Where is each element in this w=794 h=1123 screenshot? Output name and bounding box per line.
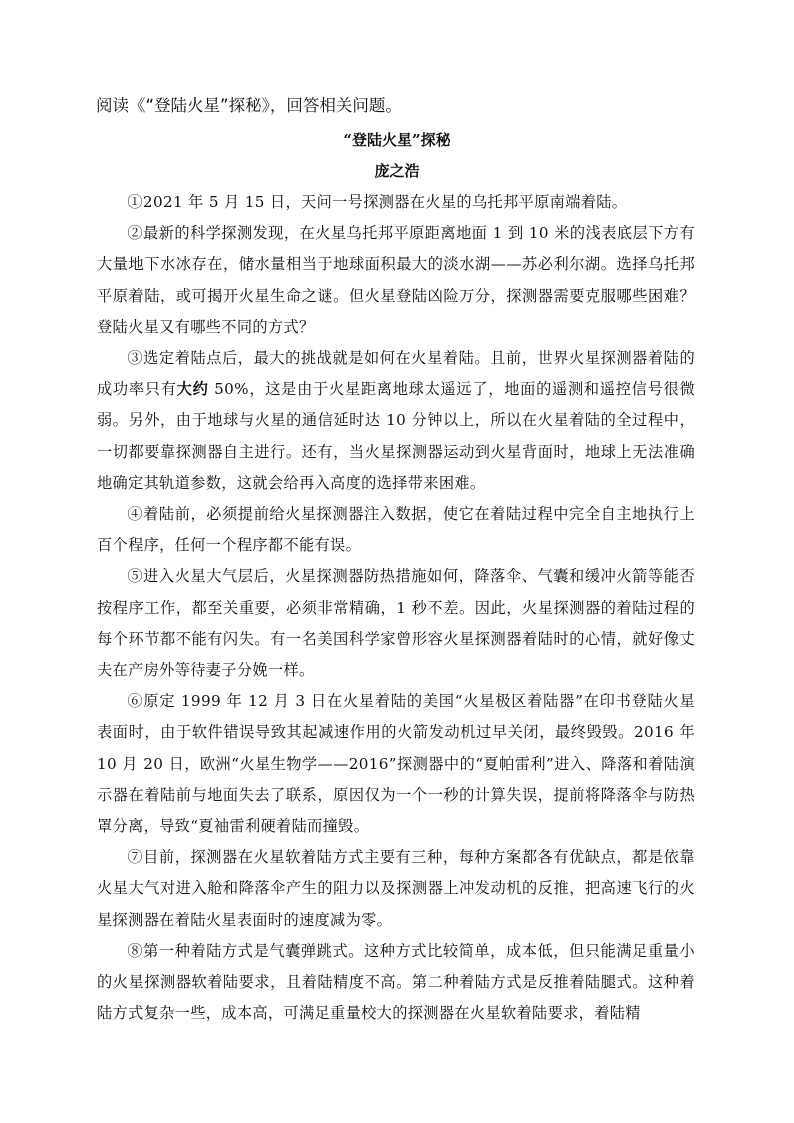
question-intro: 阅读《“登陆火星”探秘》，回答相关问题。 xyxy=(96,96,402,115)
article-author: 庞之浩 xyxy=(374,162,420,180)
paragraph-7: ⑦目前，探测器在火星软着陆方式主要有三种，每种方案都各有优缺点，都是依靠火星大气对进入舱和降落伞产生的阻力以及探测器上冲发动机的反推，把高速飞行的火星探测器在着陆火星表面时的速度减为零。 xyxy=(97,848,695,929)
paragraph-8: ⑧第一种着陆方式是气囊弹跳式。这种方式比较简单，成本低，但只能满足重量小的火星探测器软着陆要求，且着陆精度不高。第二种着陆方式是反推着陆腿式。这种着陆方式复杂一些，成本高，可满足重量校大的探测器在火星软着陆要求，着陆精 xyxy=(97,941,695,1023)
paragraph-1: ①2021 年 5 月 15 日，天问一号探测器在火星的乌托邦平原南端着陆。 xyxy=(127,193,628,211)
paragraph-2: ②最新的科学探测发现，在火星乌托邦平原距离地面 1 到 10 米的浅表底层下方有大量地下水冰存在，储水量相当于地球面积最大的淡水湖——苏必利尔湖。选择乌托邦平原着陆，或可揭开火星生命之谜。但火星登陆凶险万分，探测器需要克服哪些困难？登陆火星又有哪些不同的方式？ xyxy=(97,224,695,336)
paragraph-3 xyxy=(97,343,695,499)
paragraph-3-text-end: 50%，这是由于火星距离地球太遥远了，地面的遥测和遥控信号很微弱。另外，由于地球与火星的通信延时达 10 分钟以上，所以在火星着陆的全过程中，一切都要靠探测器自主进行。还有，当火星探测器运动到火星背面时，地球上无法准确地确定其轨道参数，这就会给再入高度的选择带来困难。 xyxy=(97,380,696,492)
paragraph-4: ④着陆前，必须提前给火星探测器注入数据，使它在着陆过程中完全自主地执行上百个程序，任何一个程序都不能有误。 xyxy=(97,505,695,555)
paragraph-5: ⑤进入火星大气层后，火星探测器防热措施如何，降落伞、气囊和缓冲火箭等能否按程序工作，都至关重要，必须非常精确，1 秒不差。因此，火星探测器的着陆过程的每个环节都不能有闪失。有一名美国科学家曾形容火星探测器着陆时的心情，就好像丈夫在产房外等待妻子分娩一样。 xyxy=(97,567,695,680)
paragraph-6: ⑥原定 1999 年 12 月 3 日在火星着陆的美国“火星极区着陆器”在印书登陆火星表面时，由于软件错误导致其起减速作用的火箭发动机过早关闭，最终毁毁。2016 年 10 月 20 日，欧洲“火星生物学——2016”探测器中的“夏帕雷利”进入、降落和着陆演示器在着陆前与地面失去了联系，原因仅为一个一秒的计算失误，提前将降落伞与防热罩分离，导致“夏袖雷利硬着陆而撞毁。 xyxy=(97,692,695,836)
article-title: “登陆火星”探秘 xyxy=(343,131,451,149)
article-body xyxy=(97,187,695,1029)
paragraph-3-emphasis: 大约 xyxy=(176,380,209,399)
paragraph-3-text-start: ③选定着陆点后，最大的挑战就是如何在火星着陆。且前，世界火星探测器着陆的成功率只有 xyxy=(97,349,695,399)
